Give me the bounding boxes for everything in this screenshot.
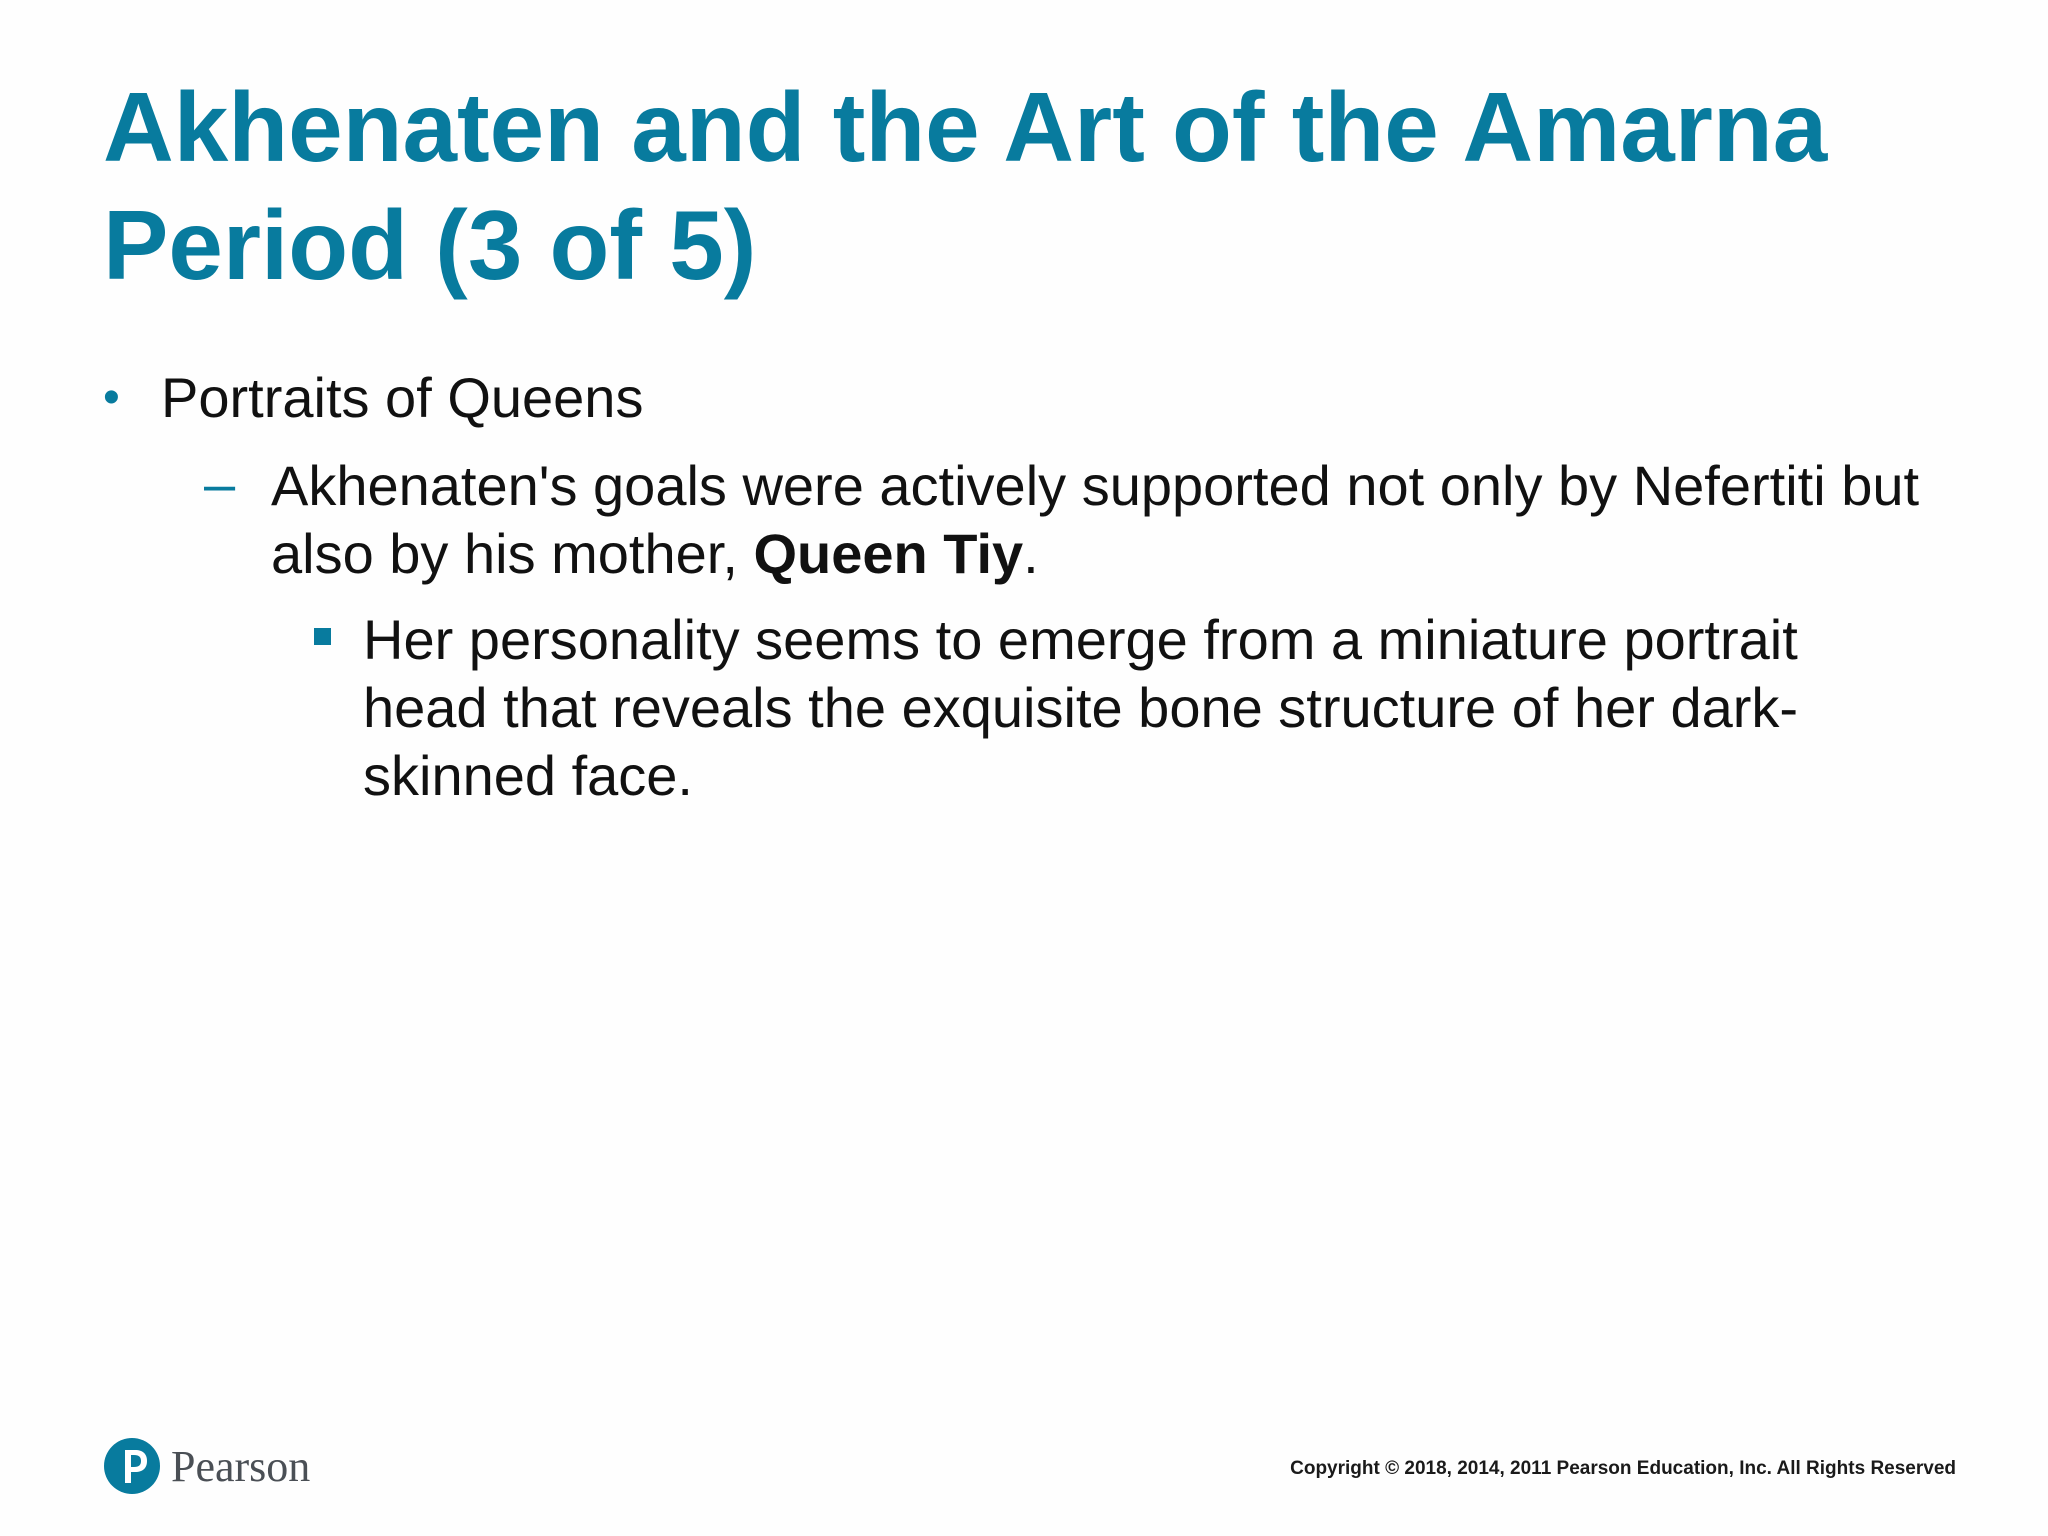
sub-sub-bullet-text: Her personality seems to emerge from a miniature portrait head that reveals the exquisite bone structure of her dark-skinned face. <box>363 608 1799 807</box>
pearson-logo <box>103 1433 310 1499</box>
sub-bullet-text-before: Akhenaten's goals were actively supported not only by Nefertiti but also by his mother, <box>271 454 1920 585</box>
bullet-level-1 <box>103 364 1953 432</box>
bullet-level-3 <box>310 606 1870 810</box>
sub-bullet-text <box>271 452 1984 588</box>
pearson-p-icon <box>103 1433 161 1499</box>
bullet-square-icon <box>314 628 331 645</box>
bold-term-queen-tiy: Queen Tiy <box>753 522 1024 585</box>
copyright-notice: Copyright © 2018, 2014, 2011 Pearson Education, Inc. All Rights Reserved <box>1290 1458 1956 1479</box>
bullet-dot-icon: • <box>103 371 120 424</box>
pearson-wordmark: Pearson <box>171 1441 311 1491</box>
bullet-dash-icon: – <box>204 452 236 515</box>
bullet-level-2 <box>204 452 1984 588</box>
bullet-1-text: Portraits of Queens <box>161 366 644 429</box>
sub-bullet-text-after: . <box>1023 522 1039 585</box>
slide-title: Akhenaten and the Art of the Amarna Period (3 of 5) <box>103 72 1828 300</box>
